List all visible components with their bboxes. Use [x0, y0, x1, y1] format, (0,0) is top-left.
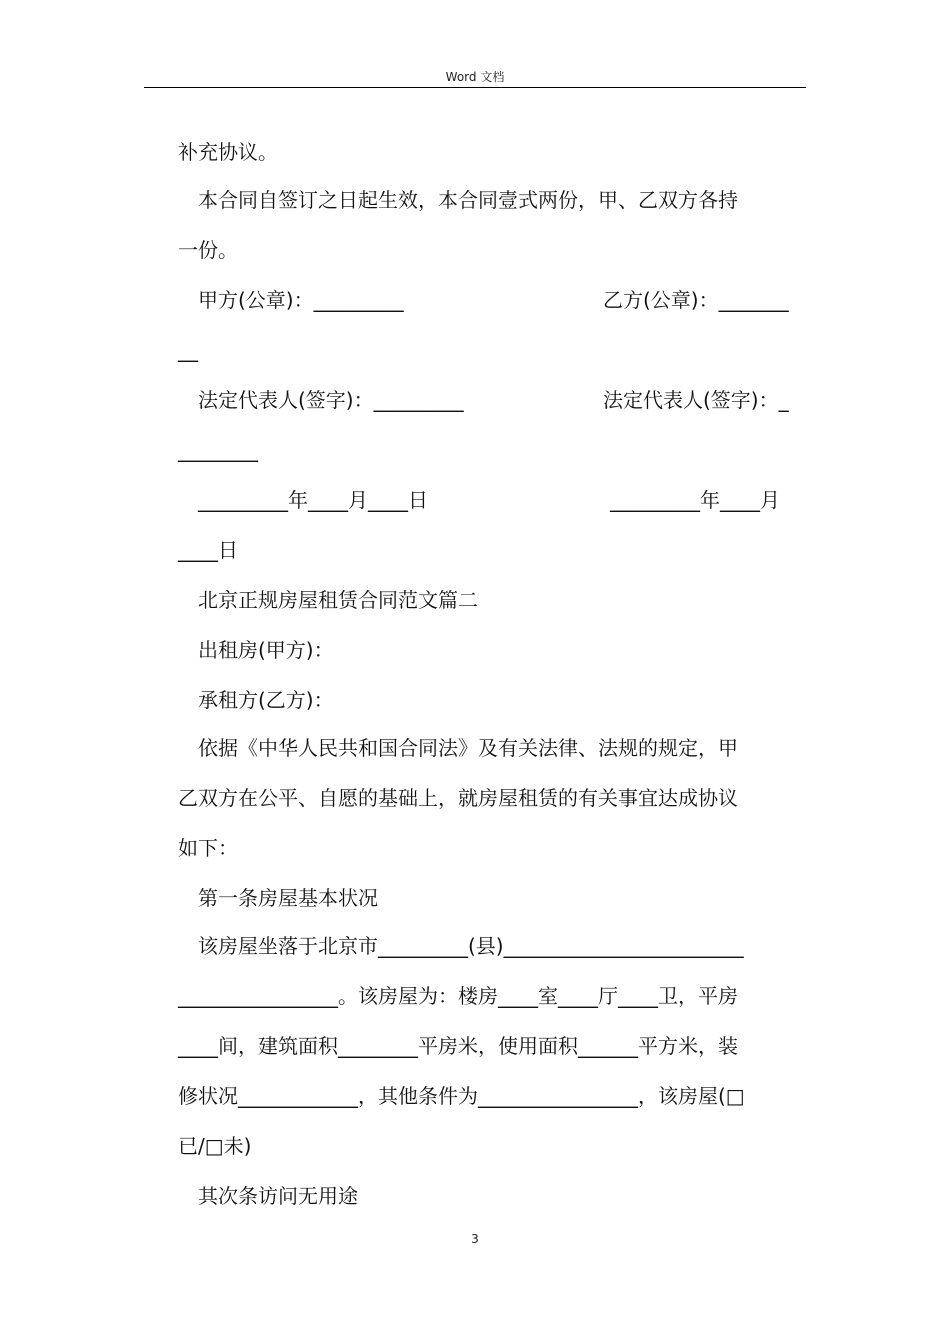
text-line: 依据《中华人民共和国合同法》及有关法律、法规的规定，甲 — [198, 736, 738, 760]
text-line: 乙双方在公平、自愿的基础上，就房屋租赁的有关事宜达成协议 — [178, 786, 738, 810]
party-a-representative-line: 法定代表人(签字)：_________ — [198, 388, 464, 412]
text-line: 一份。 — [178, 238, 238, 262]
party-a-date-line: _________年____月____日 — [198, 488, 428, 512]
text-line: ____间，建筑面积________平房米，使用面积______平方米，装 — [178, 1034, 738, 1058]
text-line: ____日 — [178, 538, 238, 562]
party-b-seal-line: 乙方(公章)：_______ — [603, 288, 789, 312]
party-b-date-line: _________年____月 — [610, 488, 780, 512]
text-line: 该房屋坐落于北京市_________(县)________________________ — [198, 934, 744, 958]
clause-heading: 第一条房屋基本状况 — [198, 886, 378, 910]
party-a-seal-line: 甲方(公章)：_________ — [198, 288, 404, 312]
text-line: 承租方(乙方)： — [198, 688, 334, 712]
text-line: 出租房(甲方)： — [198, 638, 334, 662]
party-b-representative-line: 法定代表人(签字)：_ — [603, 388, 789, 412]
text-line: 如下： — [178, 836, 238, 860]
page-number: 3 — [471, 1232, 479, 1246]
text-line: 补充协议。 — [178, 140, 278, 164]
header-divider — [144, 87, 806, 88]
text-line: ________________。该房屋为：楼房____室____厅____卫，平房 — [178, 984, 738, 1008]
page-header: Word 文档 — [445, 70, 505, 84]
text-line: 修状况____________，其他条件为________________，该房屋(□ — [178, 1084, 745, 1108]
clause-heading: 其次条访问无用途 — [198, 1184, 358, 1208]
text-line: 本合同自签订之日起生效，本合同壹式两份，甲、乙双方各持 — [198, 188, 738, 212]
text-line: 已/□未) — [178, 1134, 252, 1158]
text-line: ________ — [178, 438, 258, 462]
section-title: 北京正规房屋租赁合同范文篇二 — [198, 588, 478, 612]
text-line: __ — [178, 338, 198, 362]
